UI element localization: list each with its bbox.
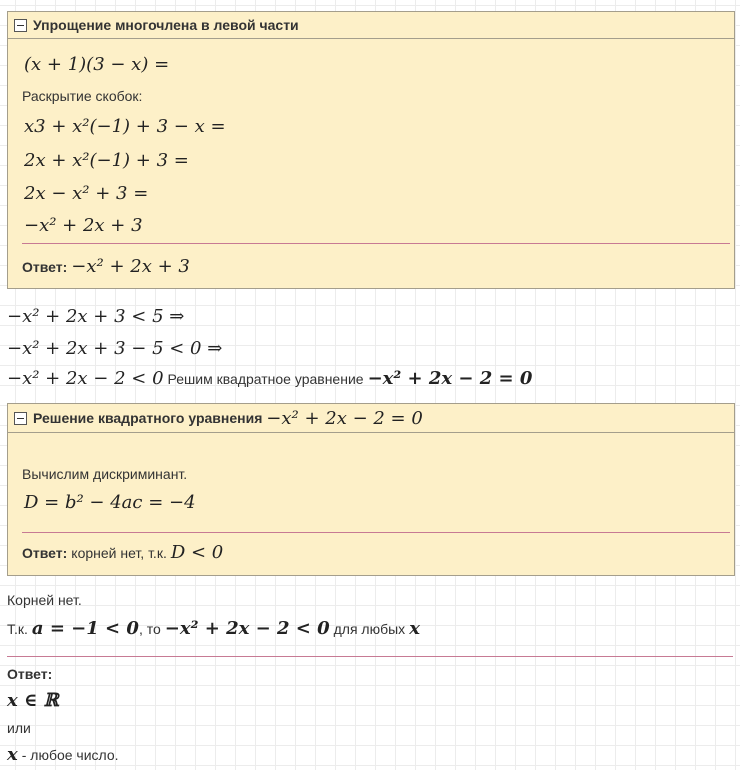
step: −x² + 2x + 3 (24, 215, 143, 236)
panel-title: Решение квадратного уравнения (33, 410, 263, 426)
inequality-line: −x² + 2x − 2 < 0 (7, 368, 164, 389)
math-x: x (7, 744, 18, 765)
divider (7, 656, 733, 657)
step: 2x + x²(−1) + 3 = (24, 150, 189, 171)
text: Т.к. (7, 621, 28, 637)
math-expr: x (409, 618, 420, 639)
final-answer-label: Ответ: (7, 666, 53, 682)
note: Вычислим дискриминант. (22, 466, 188, 482)
panel-header[interactable] (8, 12, 734, 39)
solve-text: Решим квадратное уравнение (167, 371, 364, 387)
divider (22, 243, 730, 244)
no-roots-text: Корней нет. (7, 592, 82, 608)
collapse-icon[interactable] (14, 19, 27, 32)
inequality-line: −x² + 2x + 3 < 5 ⇒ (7, 306, 185, 327)
step: x3 + x²(−1) + 3 − x = (24, 116, 226, 137)
math-expr: −x² + 2x − 2 < 0 (164, 618, 330, 639)
any-number-text: - любое число. (21, 747, 119, 763)
answer-text: корней нет, т.к. (71, 545, 167, 561)
discriminant-expr: D = b² − 4ac = −4 (24, 492, 196, 513)
note: Раскрытие скобок: (22, 88, 143, 104)
step: 2x − x² + 3 = (24, 183, 149, 204)
math-expr: a = −1 < 0 (31, 618, 139, 639)
quadratic-panel (7, 403, 735, 576)
math-expr: (x + 1)(3 − x) = (24, 54, 170, 75)
or-text: или (7, 720, 31, 736)
panel-title: Упрощение многочлена в левой части (33, 17, 299, 33)
collapse-icon[interactable] (14, 412, 27, 425)
answer-label: Ответ: (22, 545, 68, 561)
answer-expr: −x² + 2x + 3 (71, 256, 190, 277)
divider (22, 532, 730, 533)
answer-expr: D < 0 (170, 542, 224, 563)
answer-label: Ответ: (22, 259, 68, 275)
panel-header[interactable] (8, 404, 734, 433)
text: , то (138, 621, 161, 637)
simplify-panel (7, 11, 735, 289)
final-answer-expr: x ∈ ℝ (7, 690, 59, 711)
text: для любых (333, 621, 406, 637)
quadratic-expr: −x² + 2x − 2 = 0 (367, 368, 533, 389)
panel-title-expr: −x² + 2x − 2 = 0 (266, 407, 423, 429)
inequality-line: −x² + 2x + 3 − 5 < 0 ⇒ (7, 338, 223, 359)
